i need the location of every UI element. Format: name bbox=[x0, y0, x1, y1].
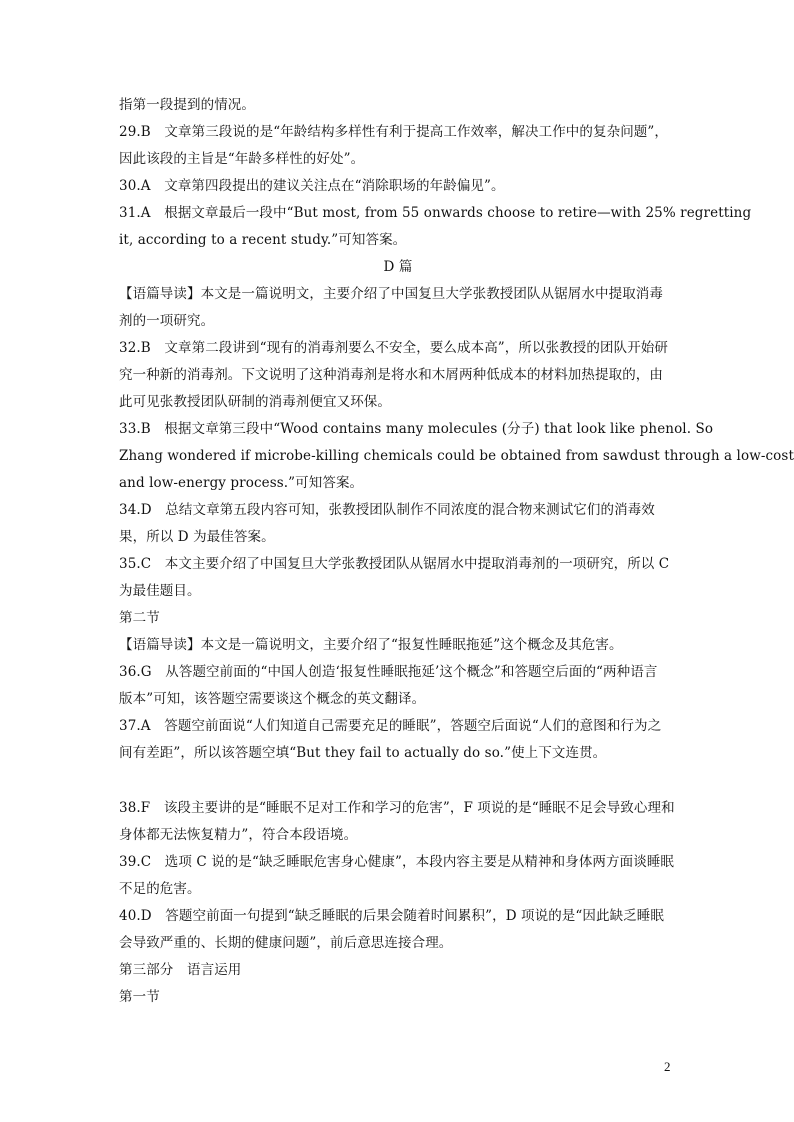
answer-explanation-page bbox=[119, 92, 794, 1011]
answer-33-line-1: 33.B 根据文章第三段中“Wood contains many molecules (分子) that look like phenol. So bbox=[119, 421, 714, 437]
passage-guide-d-line-1: 【语篇导读】本文是一篇说明文，主要介绍了中国复旦大学张教授团队从锯屑水中提取消毒 bbox=[119, 286, 663, 302]
answer-37-line-1: 37.A 答题空前面说“人们知道自己需要充足的睡眠”，答题空后面说“人们的意图和行为之 bbox=[119, 718, 662, 734]
answer-37-line-2: 间有差距”，所以该答题空填“But they fail to actually do so.”使上下文连贯。 bbox=[119, 745, 607, 761]
answer-31-line-2: it, according to a recent study.”可知答案。 bbox=[119, 232, 407, 248]
answer-32-line-3: 此可见张教授团队研制的消毒剂便宜又环保。 bbox=[119, 394, 391, 410]
blank-gap bbox=[119, 767, 677, 795]
passage-guide-section-two: 【语篇导读】本文是一篇说明文，主要介绍了“报复性睡眠拖延”这个概念及其危害。 bbox=[119, 637, 623, 653]
answer-36-line-1: 36.G 从答题空前面的“中国人创造‘报复性睡眠拖延’这个概念”和答题空后面的“两种语言 bbox=[119, 664, 658, 680]
answer-32-line-1: 32.B 文章第二段讲到“现有的消毒剂要么不安全，要么成本高”，所以张教授的团队开始研 bbox=[119, 340, 668, 356]
answer-33-line-3: and low-energy process.”可知答案。 bbox=[119, 475, 364, 491]
answer-38-line-2: 身体都无法恢复精力”，符合本段语境。 bbox=[119, 827, 358, 843]
answer-31-line-1: 31.A 根据文章最后一段中“But most, from 55 onwards choose to retire—with 25% regretting bbox=[119, 205, 752, 221]
answer-29-line-2: 因此该段的主旨是“年龄多样性的好处”。 bbox=[119, 151, 365, 167]
answer-29-line-1: 29.B 文章第三段说的是“年龄结构多样性有利于提高工作效率，解决工作中的复杂问题”， bbox=[119, 124, 668, 140]
section-heading-part-two: 第二节 bbox=[119, 610, 160, 626]
section-one-heading: 第一节 bbox=[119, 989, 160, 1005]
answer-35-line-1: 35.C 本文主要介绍了中国复旦大学张教授团队从锯屑水中提取消毒剂的一项研究，所以 C bbox=[119, 556, 670, 572]
passage-guide-d-line-2: 剂的一项研究。 bbox=[119, 313, 215, 329]
answer-39-line-2: 不足的危害。 bbox=[119, 881, 201, 897]
answer-34-line-2: 果，所以 D 为最佳答案。 bbox=[119, 529, 275, 545]
answer-32-line-2: 究一种新的消毒剂。下文说明了这种消毒剂是将水和木屑两种低成本的材料加热提取的，由 bbox=[119, 367, 663, 383]
answer-40-line-2: 会导致严重的、长期的健康问题”，前后意思连接合理。 bbox=[119, 935, 453, 951]
answer-36-line-2: 版本”可知，该答题空需要谈这个概念的英文翻译。 bbox=[119, 691, 426, 707]
answer-34-line-1: 34.D 总结文章第五段内容可知，张教授团队制作不同浓度的混合物来测试它们的消毒效 bbox=[119, 502, 655, 518]
part-three-heading: 第三部分 语言运用 bbox=[119, 962, 242, 978]
text-line: 指第一段提到的情况。 bbox=[119, 97, 255, 113]
answer-40-line-1: 40.D 答题空前面一句提到“缺乏睡眠的后果会随着时间累积”，D 项说的是“因此缺乏睡眠 bbox=[119, 908, 665, 924]
answer-39-line-1: 39.C 选项 C 说的是“缺乏睡眠危害身心健康”，本段内容主要是从精神和身体两方面谈睡眠 bbox=[119, 854, 675, 870]
section-heading-d: D 篇 bbox=[383, 259, 413, 275]
page-number: 2 bbox=[664, 1059, 671, 1074]
answer-30-line: 30.A 文章第四段提出的建议关注点在“消除职场的年龄偏见”。 bbox=[119, 178, 505, 194]
answer-33-line-2: Zhang wondered if microbe-killing chemicals could be obtained from sawdust through a low-cost bbox=[119, 448, 794, 464]
answer-38-line-1: 38.F 该段主要讲的是“睡眠不足对工作和学习的危害”，F 项说的是“睡眠不足会导致心理和 bbox=[119, 800, 675, 816]
answer-35-line-2: 为最佳题目。 bbox=[119, 583, 201, 599]
